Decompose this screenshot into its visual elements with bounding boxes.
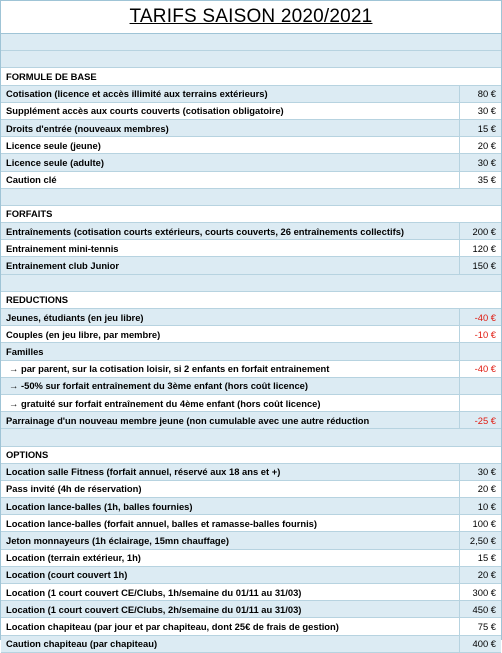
price-value: 35 €: [477, 174, 496, 186]
price-row: [1, 103, 501, 120]
price-value: -25 €: [474, 414, 496, 426]
price-value: 200 €: [472, 225, 496, 237]
price-value: -10 €: [474, 328, 496, 340]
section-title: REDUCTIONS: [6, 294, 68, 306]
blank-row: [1, 189, 501, 206]
price-label: → gratuité sur forfait entraînement du 4ème enfant (hors coût licence): [1, 395, 460, 411]
price-value: 30 €: [477, 105, 496, 117]
price-row: [1, 584, 501, 601]
blank-cell: [1, 275, 501, 291]
price-label: Location (terrain extérieur, 1h): [1, 550, 460, 566]
price-row: [1, 223, 501, 240]
price-label: Caution chapiteau (par chapiteau): [1, 636, 460, 652]
price-label: Jeton monnayeurs (1h éclairage, 15mn chauffage): [1, 532, 460, 548]
price-row: [1, 343, 501, 360]
section-title: FORMULE DE BASE: [6, 70, 97, 82]
price-row: [1, 636, 501, 653]
price-row: [1, 481, 501, 498]
price-row: [1, 154, 501, 171]
blank-cell: [1, 429, 501, 445]
price-value: 20 €: [477, 139, 496, 151]
price-label: Pass invité (4h de réservation): [1, 481, 460, 497]
price-label: Location (1 court couvert CE/Clubs, 1h/semaine du 01/11 au 31/03): [1, 584, 460, 600]
price-row: [1, 515, 501, 532]
price-value: 30 €: [477, 466, 496, 478]
price-row: [1, 326, 501, 343]
price-label: Location salle Fitness (forfait annuel, réservé aux 18 ans et +): [1, 464, 460, 480]
blank-row: [1, 34, 501, 51]
blank-row: [1, 275, 501, 292]
price-value: 150 €: [472, 260, 496, 272]
price-row: [1, 378, 501, 395]
price-label: Location (1 court couvert CE/Clubs, 2h/semaine du 01/11 au 31/03): [1, 601, 460, 617]
price-label: Location (court couvert 1h): [1, 567, 460, 583]
price-row: [1, 120, 501, 137]
price-row: [1, 618, 501, 635]
price-label: Entraînements (cotisation courts extérieurs, courts couverts, 26 entraînements collectifs): [1, 223, 460, 239]
price-row: [1, 257, 501, 274]
price-value: 100 €: [472, 517, 496, 529]
price-row: [1, 532, 501, 549]
price-value: 15 €: [477, 552, 496, 564]
price-table: [1, 34, 501, 653]
price-value: 10 €: [477, 500, 496, 512]
price-value: 15 €: [477, 122, 496, 134]
section-header: [1, 206, 501, 223]
price-value: [460, 378, 501, 394]
price-label: Location chapiteau (par jour et par chapiteau, dont 25€ de frais de gestion): [1, 618, 460, 634]
blank-cell: [1, 34, 501, 50]
price-value: -40 €: [474, 311, 496, 323]
price-label: Entrainement mini-tennis: [1, 240, 460, 256]
price-value: [460, 395, 501, 411]
price-value: -40 €: [474, 363, 496, 375]
blank-row: [1, 429, 501, 446]
blank-cell: [1, 189, 501, 205]
price-value: 20 €: [477, 569, 496, 581]
price-value: [460, 343, 501, 359]
price-row: [1, 137, 501, 154]
price-label: Caution clé: [1, 172, 460, 188]
price-row: [1, 412, 501, 429]
price-row: [1, 567, 501, 584]
price-label: Familles: [1, 343, 460, 359]
price-label: Location lance-balles (forfait annuel, balles et ramasse-balles fournis): [1, 515, 460, 531]
section-header: [1, 292, 501, 309]
section-title: OPTIONS: [6, 449, 49, 461]
price-label: Supplément accès aux courts couverts (cotisation obligatoire): [1, 103, 460, 119]
price-value: 2,50 €: [469, 535, 496, 547]
price-row: [1, 550, 501, 567]
price-row: [1, 395, 501, 412]
price-value: 80 €: [477, 88, 496, 100]
price-value: 30 €: [477, 156, 496, 168]
section-header: [1, 447, 501, 464]
price-row: [1, 361, 501, 378]
price-label: → -50% sur forfait entraînement du 3ème enfant (hors coût licence): [1, 378, 460, 394]
price-label: Jeunes, étudiants (en jeu libre): [1, 309, 460, 325]
price-value: 450 €: [472, 603, 496, 615]
price-value: 300 €: [472, 586, 496, 598]
price-row: [1, 464, 501, 481]
price-value: 75 €: [477, 620, 496, 632]
price-label: Parrainage d'un nouveau membre jeune (non cumulable avec une autre réduction: [1, 412, 460, 428]
price-row: [1, 86, 501, 103]
price-row: [1, 309, 501, 326]
price-row: [1, 172, 501, 189]
price-label: Location lance-balles (1h, balles fournies): [1, 498, 460, 514]
page-title: TARIFS SAISON 2020/2021: [1, 1, 501, 34]
price-label: Cotisation (licence et accès illimité aux terrains extérieurs): [1, 86, 460, 102]
price-value: 400 €: [472, 638, 496, 650]
section-title: FORFAITS: [6, 208, 53, 220]
blank-cell: [1, 51, 501, 67]
price-row: [1, 240, 501, 257]
price-value: 120 €: [472, 242, 496, 254]
price-row: [1, 601, 501, 618]
price-label: Licence seule (adulte): [1, 154, 460, 170]
price-value: 20 €: [477, 483, 496, 495]
price-label: Entrainement club Junior: [1, 257, 460, 273]
blank-row: [1, 51, 501, 68]
price-label: Licence seule (jeune): [1, 137, 460, 153]
section-header: [1, 68, 501, 85]
price-row: [1, 498, 501, 515]
price-label: Couples (en jeu libre, par membre): [1, 326, 460, 342]
price-label: → par parent, sur la cotisation loisir, si 2 enfants en forfait entrainement: [1, 361, 460, 377]
price-label: Droits d'entrée (nouveaux membres): [1, 120, 460, 136]
